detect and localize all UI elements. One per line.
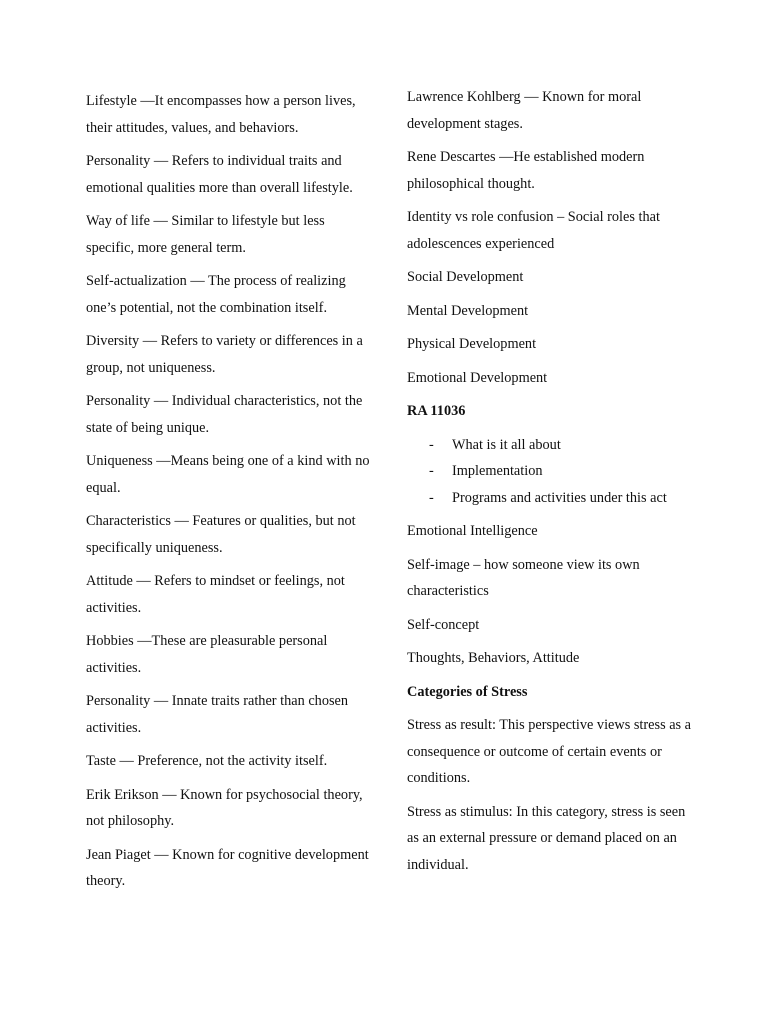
- topic-emotional-intelligence: Emotional Intelligence: [407, 523, 538, 539]
- term-taste: Taste — Preference, not the activity itself.: [86, 753, 328, 769]
- ra-bullet-list: [407, 432, 699, 512]
- topic-thoughts-behaviors-attitude: Thoughts, Behaviors, Attitude: [407, 650, 580, 666]
- bullet-dash: -: [429, 489, 434, 506]
- term-personality: Personality — Innate traits rather than chosen activities.: [86, 693, 349, 736]
- term-way-of-life: Way of life — Similar to lifestyle but less specific, more general term.: [86, 213, 325, 256]
- stress-as-stimulus: Stress as stimulus: In this category, stress is seen as an external pressure or demand placed on an individual.: [407, 803, 686, 873]
- topic-self-concept: Self-concept: [407, 616, 480, 633]
- list-item-text: Programs and activities under this act: [452, 489, 667, 506]
- term-erik-erikson: Erik Erikson — Known for psychosocial theory, not philosophy.: [86, 786, 363, 829]
- list-item: [407, 458, 699, 485]
- term-self-image: Self-image – how someone view its own characteristics: [407, 556, 640, 599]
- term-lifestyle: Lifestyle —It encompasses how a person lives, their attitudes, values, and behaviors.: [86, 93, 356, 136]
- list-item: [407, 485, 699, 512]
- term-rene-descartes: Rene Descartes —He established modern philosophical thought.: [407, 149, 645, 192]
- topic-mental-development: Mental Development: [407, 302, 529, 319]
- topic-social-development: Social Development: [407, 269, 524, 285]
- right-column: [407, 84, 699, 885]
- bullet-dash: -: [429, 463, 434, 479]
- topic-physical-development: Physical Development: [407, 336, 537, 352]
- topic-emotional-development: Emotional Development: [407, 369, 548, 386]
- term-personality: Personality — Refers to individual traits and emotional qualities more than overall lifestyle.: [86, 153, 353, 196]
- term-personality: Personality — Individual characteristics, not the state of being unique.: [86, 393, 363, 436]
- term-diversity: Diversity — Refers to variety or differences in a group, not uniqueness.: [86, 333, 363, 376]
- term-hobbies: Hobbies —These are pleasurable personal activities.: [86, 633, 328, 676]
- term-jean-piaget: Jean Piaget — Known for cognitive development theory.: [86, 846, 369, 889]
- stress-heading: Categories of Stress: [407, 683, 528, 700]
- term-characteristics: Characteristics — Features or qualities, but not specifically uniqueness.: [86, 513, 356, 556]
- ra-heading: RA 11036: [407, 403, 466, 419]
- list-item-text: Implementation: [452, 463, 543, 479]
- term-identity-vs-role-confusion: Identity vs role confusion – Social roles that adolescences experienced: [407, 209, 660, 252]
- list-item: [407, 432, 699, 459]
- bullet-dash: -: [429, 436, 434, 453]
- term-uniqueness: Uniqueness —Means being one of a kind with no equal.: [86, 453, 370, 496]
- left-column: [86, 88, 374, 902]
- term-lawrence-kohlberg: Lawrence Kohlberg — Known for moral development stages.: [407, 89, 642, 132]
- stress-as-result: Stress as result: This perspective views stress as a consequence or outcome of certain events or conditions.: [407, 717, 692, 786]
- term-attitude: Attitude — Refers to mindset or feelings, not activities.: [86, 573, 345, 616]
- term-self-actualization: Self-actualization — The process of realizing one’s potential, not the combination itself.: [86, 273, 346, 316]
- list-item-text: What is it all about: [452, 436, 561, 453]
